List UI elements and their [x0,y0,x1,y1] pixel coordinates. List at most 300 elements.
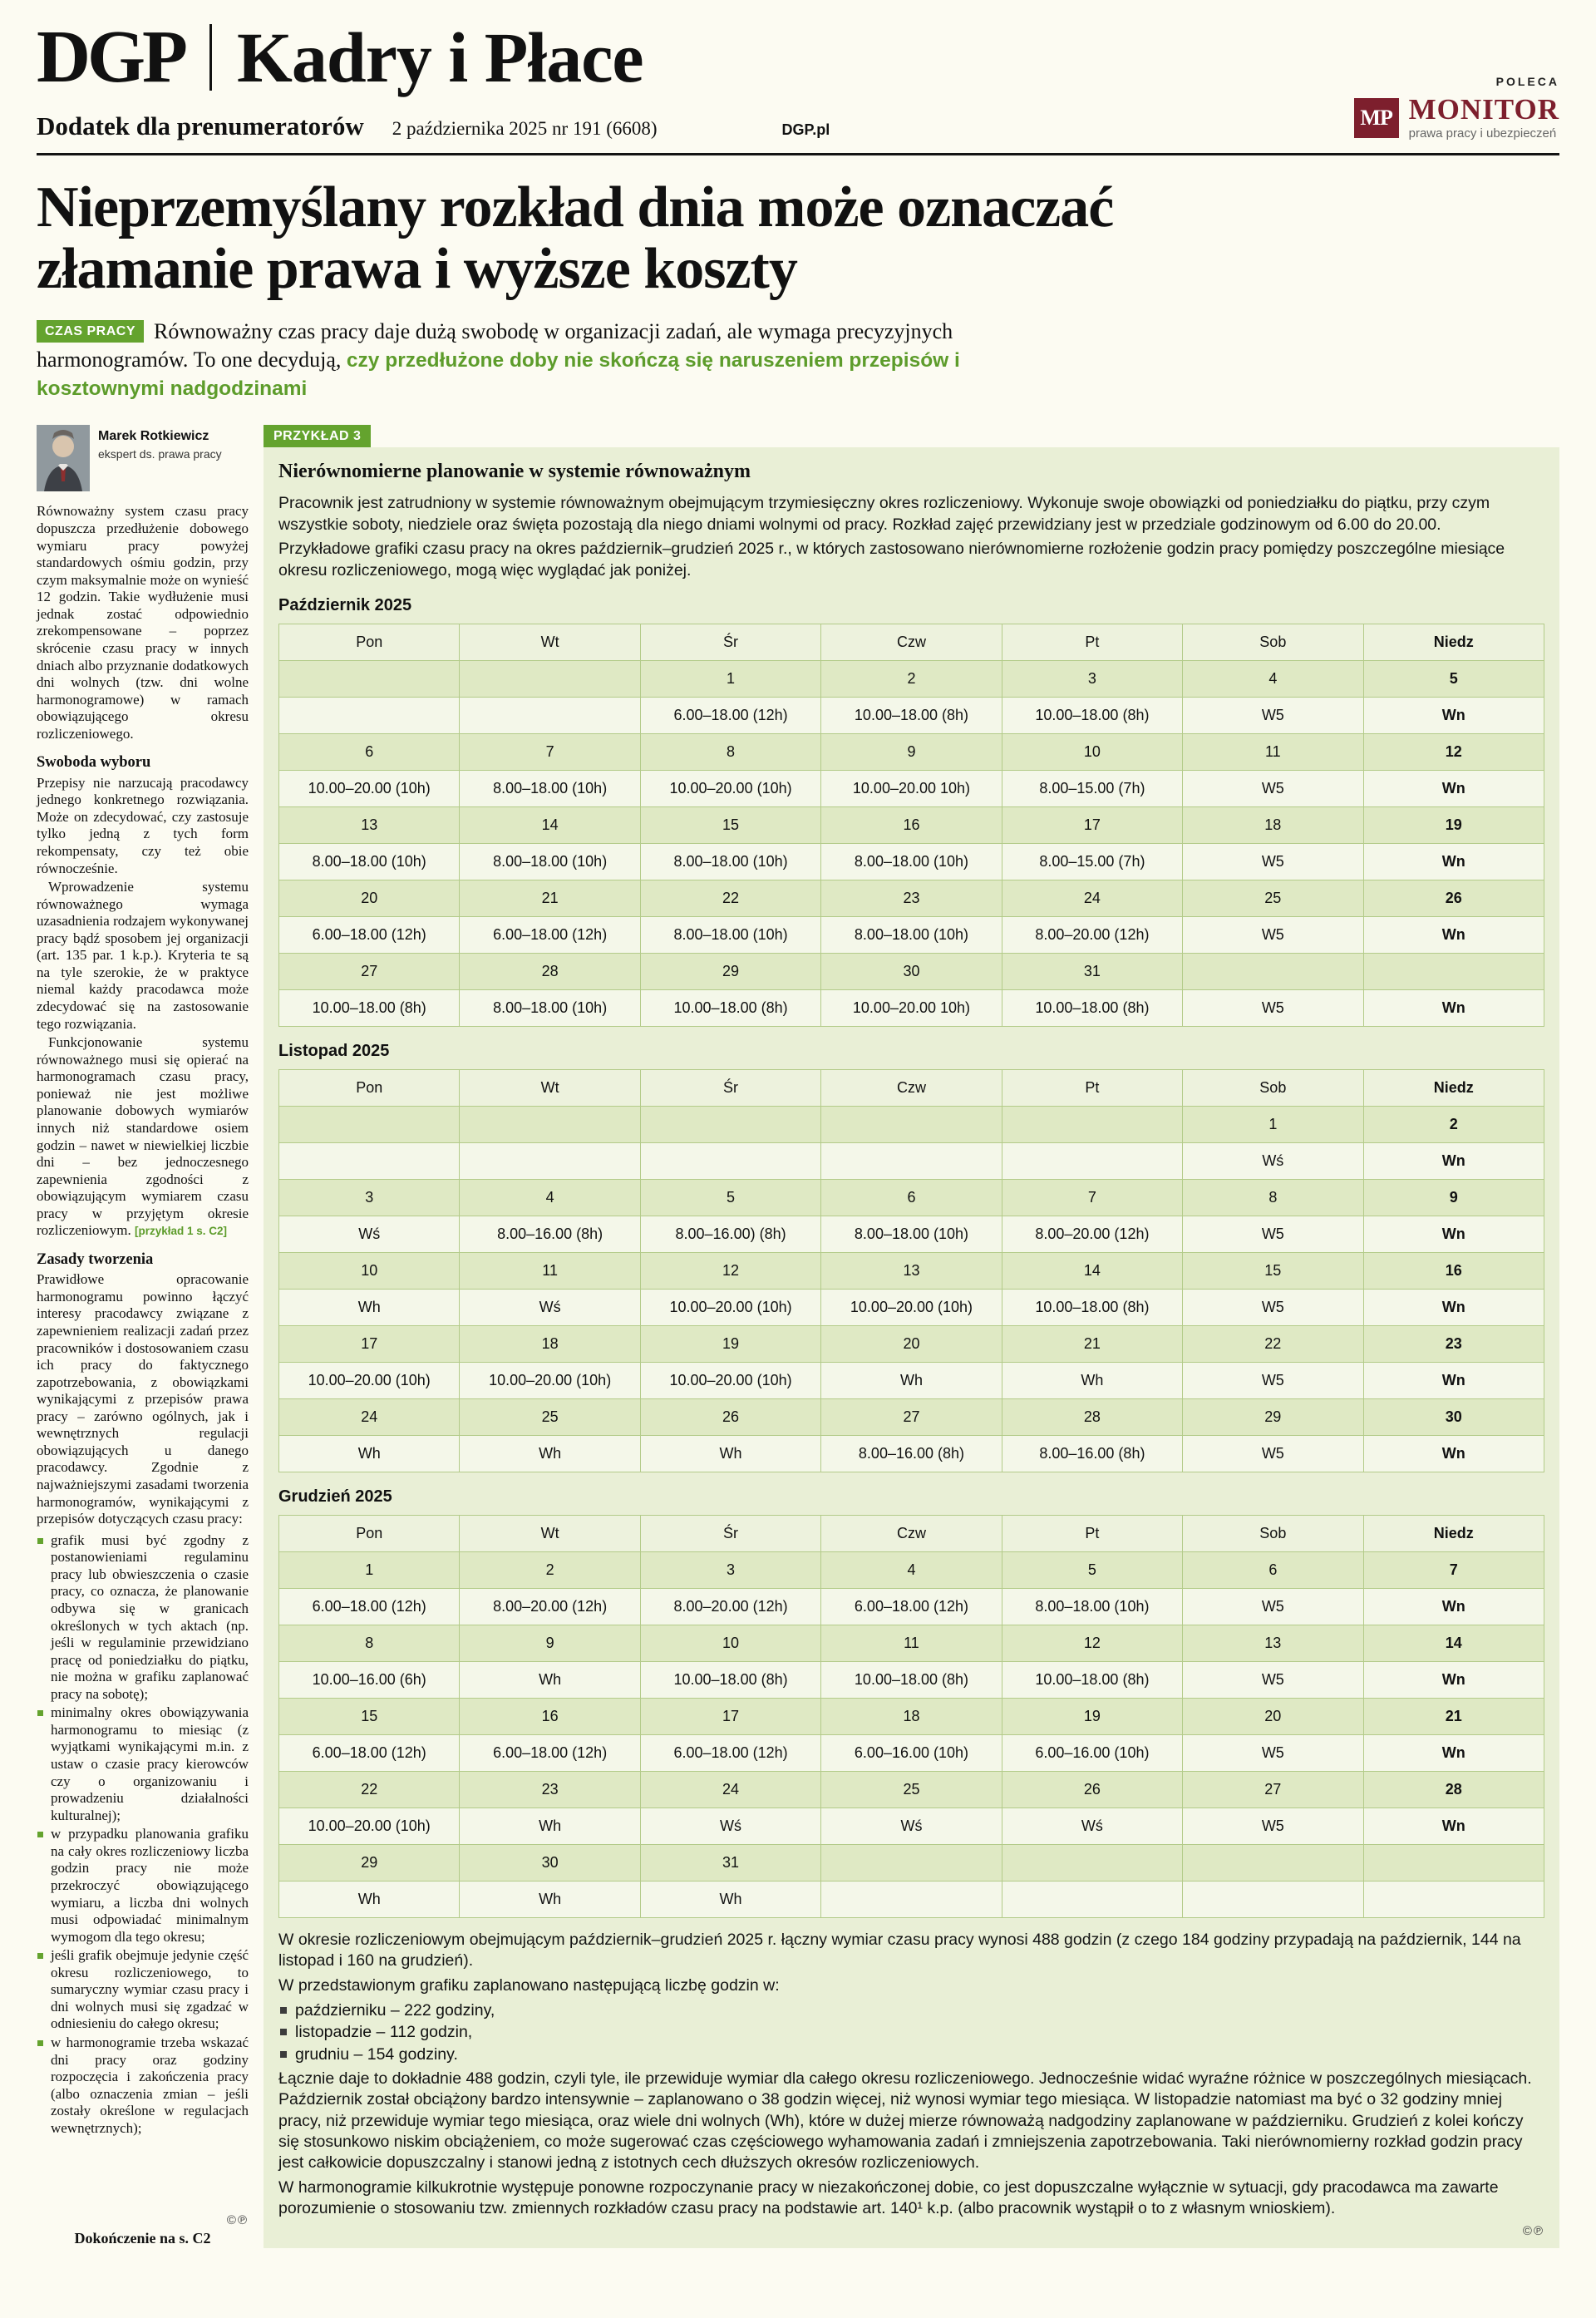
hours-cell: Wn [1363,1808,1544,1844]
hours-row [279,1142,1544,1179]
date-cell: 3 [279,1179,460,1216]
hours-cell: W5 [1183,1808,1363,1844]
hours-cell [460,1142,640,1179]
article-column [37,425,249,2248]
date-row [279,1698,1544,1734]
weekday-header-row [279,1069,1544,1106]
monitor-brand [1354,95,1559,141]
date-cell: 2 [821,660,1002,697]
cross-reference-tag: [przykład 1 s. C2] [135,1225,228,1238]
hours-cell: Wn [1363,1734,1544,1771]
hours-cell: 8.00–20.00 (12h) [1002,1216,1182,1252]
example-intro: Pracownik jest zatrudniony w systemie równoważnym obejmującym trzymiesięczny okres rozliczeniowy. Wykonuje swoje obowiązki od poniedziałku do piątku, przy czym wszystkie soboty, niedziele oraz święta pozostają dla niego dniami wolnymi od pracy. Rozkład zajęć przewidziany jest w przedziale godzinowym od 6.00 do 20.00. [278,494,1490,534]
hours-cell: 8.00–15.00 (7h) [1002,770,1182,806]
weekday-header-cell: Wt [460,1515,640,1551]
date-cell: 8 [279,1625,460,1661]
issue-date: 2 października 2025 nr 191 (6608) [392,118,658,139]
date-cell: 27 [1183,1771,1363,1808]
list-item: jeśli grafik obejmuje jedynie część okresu rozliczeniowego, to sumaryczny wymiar czasu pracy i dni wolnych musi się zgadzać w odniesieniu do całego okresu; [37,1947,249,2033]
weekday-header-row [279,624,1544,660]
hours-cell: 10.00–20.00 (10h) [279,1808,460,1844]
example-outro: W okresie rozliczeniowym obejmującym październik–grudzień 2025 r. łączny wymiar czasu pracy wynosi 488 godzin (z czego 184 godziny przypadają na październik, 144 na listopad i 160 na grudzień). [278,1930,1521,1970]
page-headline [37,177,1559,299]
date-cell: 7 [1363,1551,1544,1588]
hours-cell: Wn [1363,843,1544,880]
weekday-header-cell: Wt [460,1069,640,1106]
hours-cell: Wh [640,1435,820,1472]
date-cell: 20 [1183,1698,1363,1734]
date-cell: 31 [1002,953,1182,989]
hours-cell: 6.00–16.00 (10h) [821,1734,1002,1771]
kicker-badge: CZAS PRACY [37,320,144,343]
hours-cell: 10.00–20.00 (10h) [279,770,460,806]
hours-cell: Wn [1363,1362,1544,1398]
date-cell: 20 [821,1325,1002,1362]
date-row [279,953,1544,989]
hours-cell: 8.00–20.00 (12h) [460,1588,640,1625]
hours-row [279,1661,1544,1698]
headline-line2: złamanie prawa i wyższe koszty [37,236,797,301]
weekday-header-cell: Śr [640,624,820,660]
hours-row [279,1588,1544,1625]
list-item: w harmonogramie trzeba wskazać dni pracy oraz godziny rozpoczęcia i zakończenia pracy (albo oznaczenia zmian – jeśli zostały określone w regulacjach wewnętrznych); [37,2034,249,2137]
article-paragraph-text: Funkcjonowanie systemu równoważnego musi się opierać na harmonogramach czasu pracy, ponieważ nie jest możliwe planowanie dobowych wymiarów innych niż standardowe osiem godzin – nawet w niewielkiej liczbie dni – bez jednoczesnego zapewnienia zgodności z obowiązującym wymiarem czasu pracy w przyjętym okresie rozliczeniowym. [37,1034,249,1239]
article-subheading: Zasady tworzenia [37,1250,154,1268]
date-cell [821,1106,1002,1142]
article-bullet-list [37,1532,249,2139]
hours-cell: W5 [1183,1588,1363,1625]
hours-cell: Wh [460,1435,640,1472]
month-title: Listopad 2025 [278,1041,390,1060]
hours-cell: 8.00–16.00 (8h) [821,1435,1002,1472]
hours-cell: 6.00–18.00 (12h) [460,916,640,953]
month-title: Grudzień 2025 [278,1487,392,1506]
author-portrait-image [37,425,90,491]
hours-cell: Wn [1363,1216,1544,1252]
date-row [279,806,1544,843]
hours-cell: 10.00–20.00 (10h) [279,1362,460,1398]
date-cell [821,1844,1002,1881]
date-cell: 9 [460,1625,640,1661]
hours-cell: W5 [1183,697,1363,733]
hours-cell: Wn [1363,916,1544,953]
hours-cell: 6.00–18.00 (12h) [279,1588,460,1625]
masthead-right [1354,17,1559,141]
date-cell: 14 [460,806,640,843]
date-cell: 11 [821,1625,1002,1661]
hours-cell [460,697,640,733]
hours-cell: 10.00–20.00 (10h) [640,1362,820,1398]
date-cell: 22 [640,880,820,916]
schedule-table-body [279,1551,1544,1917]
date-cell: 15 [640,806,820,843]
hours-cell: Wn [1363,1661,1544,1698]
brand-row [37,17,830,98]
hours-cell: 8.00–18.00 (10h) [460,989,640,1026]
list-item: grudniu – 154 godziny. [278,2044,1544,2065]
hours-cell: Wn [1363,1142,1544,1179]
hours-cell [1002,1881,1182,1917]
hours-row [279,989,1544,1026]
author-name: Marek Rotkiewicz [98,429,209,444]
date-cell [640,1106,820,1142]
copyright-marks: ©℗ [1522,2224,1544,2239]
date-cell: 24 [1002,880,1182,916]
hours-cell: 8.00–18.00 (10h) [1002,1588,1182,1625]
date-cell: 29 [1183,1398,1363,1435]
hours-cell: 10.00–18.00 (8h) [821,697,1002,733]
date-cell: 10 [1002,733,1182,770]
month-schedule-block [278,1042,1544,1472]
hours-cell: 6.00–18.00 (12h) [279,916,460,953]
date-cell: 16 [821,806,1002,843]
article-paragraph [37,1034,249,1240]
date-cell: 8 [640,733,820,770]
weekday-header-cell: Pt [1002,1069,1182,1106]
date-row [279,1844,1544,1881]
schedule-table-head [279,1069,1544,1106]
mp-logo-icon: MP [1354,98,1399,138]
hours-cell: Wś [279,1216,460,1252]
date-row [279,1551,1544,1588]
hours-cell: 10.00–20.00 10h) [821,989,1002,1026]
hours-cell: W5 [1183,843,1363,880]
date-cell: 9 [821,733,1002,770]
section-title: Kadry i Płace [236,17,643,97]
hours-cell: 10.00–20.00 (10h) [640,1289,820,1325]
date-cell: 30 [821,953,1002,989]
hours-cell: 8.00–18.00 (10h) [460,843,640,880]
hours-cell: Wh [640,1881,820,1917]
lead-paragraph [37,318,1051,402]
hours-cell: 8.00–18.00 (10h) [279,843,460,880]
hours-cell [279,697,460,733]
month-title: Październik 2025 [278,595,412,614]
article-paragraph: Równoważny system czasu pracy dopuszcza przedłużenie dobowego wymiaru pracy powyżej standardowych ośmiu godzin, przy czym maksymalnie może on wynieść 12 godzin. Takie wydłużenie musi jednak zostać odpowiednio zrekompensowane – poprzez skrócenie czasu pracy w innych dniach albo przyznanie dodatkowych dni wolnych (tzw. dni wolne harmonogramowe) w ramach obowiązującego okresu rozliczeniowego. [37,503,249,742]
hours-cell: W5 [1183,989,1363,1026]
date-cell [1363,953,1544,989]
date-cell: 11 [1183,733,1363,770]
list-item: listopadzie – 112 godzin, [278,2021,1544,2043]
hours-cell [279,1142,460,1179]
hours-cell: Wn [1363,1588,1544,1625]
hours-cell: 8.00–18.00 (10h) [821,1216,1002,1252]
hours-row [279,1734,1544,1771]
column-footer [37,2207,249,2248]
article-paragraph: Wprowadzenie systemu równoważnego wymaga uzasadnienia rodzajem wykonywanej pracy bądź sposobem jej organizacji (art. 135 par. 1 k.p.). Kryteria te są na tyle szerokie, że w praktyce niemal każdy pracodawca może zdecydować się na zastosowanie tego rozwiązania. [37,879,249,1032]
date-cell: 4 [1183,660,1363,697]
hours-cell: 8.00–18.00 (10h) [640,843,820,880]
masthead-left [37,17,830,141]
hours-cell: 10.00–18.00 (8h) [1002,697,1182,733]
hours-cell: Wś [1183,1142,1363,1179]
date-cell: 2 [460,1551,640,1588]
hours-cell: Wn [1363,697,1544,733]
date-row [279,660,1544,697]
hours-row [279,916,1544,953]
weekday-header-cell: Pt [1002,624,1182,660]
copyright-marks: ©℗ [226,2213,249,2228]
hours-cell: Wś [821,1808,1002,1844]
date-cell: 5 [1363,660,1544,697]
hours-cell: 10.00–18.00 (8h) [279,989,460,1026]
date-cell: 27 [821,1398,1002,1435]
hours-cell [640,1142,820,1179]
example-box [264,447,1559,2248]
hours-cell: 6.00–16.00 (10h) [1002,1734,1182,1771]
hours-cell: 10.00–20.00 10h) [821,770,1002,806]
example-outro: W przedstawionym grafiku zaplanowano następującą liczbę godzin w: [278,1975,780,1995]
hours-row [279,843,1544,880]
date-cell: 27 [279,953,460,989]
hours-cell: 10.00–16.00 (6h) [279,1661,460,1698]
date-cell: 18 [460,1325,640,1362]
hours-cell: 6.00–18.00 (12h) [821,1588,1002,1625]
date-cell: 30 [460,1844,640,1881]
month-schedule-block [278,596,1544,1027]
date-cell: 14 [1002,1252,1182,1289]
date-cell: 3 [640,1551,820,1588]
date-row [279,1398,1544,1435]
date-cell [1002,1844,1182,1881]
date-cell: 3 [1002,660,1182,697]
date-cell: 18 [1183,806,1363,843]
hours-cell: W5 [1183,1734,1363,1771]
hours-cell: 10.00–18.00 (8h) [1002,1289,1182,1325]
author-photo [37,425,90,491]
hours-cell: Wh [1002,1362,1182,1398]
hours-cell: 8.00–18.00 (10h) [821,916,1002,953]
hours-cell: Wh [821,1362,1002,1398]
schedule-table-head [279,1515,1544,1551]
date-cell: 4 [821,1551,1002,1588]
hours-cell: 8.00–18.00 (10h) [460,770,640,806]
author-role: ekspert ds. prawa pracy [98,446,222,461]
hours-cell: Wh [460,1661,640,1698]
hours-cell [1363,1881,1544,1917]
hours-cell: 10.00–18.00 (8h) [1002,989,1182,1026]
example-outro: Łącznie daje to dokładnie 488 godzin, czyli tyle, ile przewiduje wymiar dla całego okresu rozliczeniowego. Jednocześnie widać wyraźne różnice w poszczególnych miesiącach. Październik został obciążony bardzo intensywnie – zaplanowano o 38 godzin więcej, niż wynosi wymiar tego miesiąca. W listopadzie natomiast ma być o 32 godziny mniej pracy, niż przewiduje wymiar tego miesiąca, oraz wiele dni wolnych (Wh), które w dużej mierze równoważą nadgodziny zaplanowane w październiku. Grudzień z kolei kończy się stosunkowo niskim obciążeniem, co może sugerować czas częściowego wyhamowania zadań i zmniejszenia zapotrzebowania. Taki nierównomierny rozkład godzin pracy jest całkowicie dopuszczalny i stanowi jedną z istotnych cech dłuższych okresów rozliczeniowych. [278,2069,1532,2173]
weekday-header-cell: Niedz [1363,1069,1544,1106]
weekday-header-cell: Czw [821,624,1002,660]
date-cell: 30 [1363,1398,1544,1435]
masthead [37,17,1559,141]
hours-cell: Wn [1363,770,1544,806]
date-cell: 20 [279,880,460,916]
list-item: w przypadku planowania grafiku na cały okres rozliczeniowy liczba godzin pracy nie może przekroczyć obowiązującego wymiaru, a liczba dni wolnych musi odpowiadać minimalnym wymogom dla tego okresu; [37,1826,249,1946]
date-cell: 23 [821,880,1002,916]
weekday-header-cell: Pon [279,1515,460,1551]
weekday-header-cell: Czw [821,1069,1002,1106]
brand-divider [209,24,212,91]
schedule-table [278,1069,1544,1472]
weekday-header-cell: Śr [640,1069,820,1106]
hours-cell: W5 [1183,1661,1363,1698]
continuation-note: Dokończenie na s. C2 [74,2230,211,2247]
date-cell [279,1106,460,1142]
date-cell [279,660,460,697]
hours-cell: Wś [460,1289,640,1325]
hours-cell: 8.00–16.00 (8h) [460,1216,640,1252]
date-row [279,733,1544,770]
hours-cell: 6.00–18.00 (12h) [640,697,820,733]
date-cell [1183,1844,1363,1881]
date-cell [1002,1106,1182,1142]
date-cell: 6 [821,1179,1002,1216]
hours-cell: 10.00–20.00 (10h) [821,1289,1002,1325]
date-cell: 7 [460,733,640,770]
date-cell: 17 [279,1325,460,1362]
date-cell: 1 [640,660,820,697]
date-cell: 16 [1363,1252,1544,1289]
hours-cell: 10.00–20.00 (10h) [460,1362,640,1398]
schedule-table-body [279,660,1544,1026]
hours-cell: 8.00–18.00 (10h) [640,916,820,953]
date-cell: 29 [279,1844,460,1881]
date-cell: 26 [640,1398,820,1435]
hours-cell: 6.00–18.00 (12h) [460,1734,640,1771]
date-cell: 24 [640,1771,820,1808]
hours-row [279,1289,1544,1325]
date-cell: 6 [279,733,460,770]
weekday-header-cell: Niedz [1363,624,1544,660]
list-item: październiku – 222 godziny, [278,2000,1544,2021]
date-cell: 16 [460,1698,640,1734]
hours-cell [821,1142,1002,1179]
date-cell: 28 [1363,1771,1544,1808]
hours-cell: 8.00–18.00 (10h) [821,843,1002,880]
date-cell: 23 [460,1771,640,1808]
monitor-tagline: prawa pracy i ubezpieczeń [1408,126,1557,141]
hours-cell: Wn [1363,1289,1544,1325]
hours-summary-list [278,2000,1544,2065]
hours-row [279,1808,1544,1844]
date-cell: 21 [460,880,640,916]
example-outro: W harmonogramie kilkukrotnie występuje ponowne rozpoczynanie pracy w niezakończonej dobie, co jest dopuszczalne wyłącznie w sytuacji, gdy pracodawca ma zawarte porozumienie o stosowaniu tzw. zmiennych rozkładów czasu pracy na podstawie art. 140¹ k.p. (albo pracownik wystąpił o to z własnym wnioskiem). [278,2177,1499,2217]
masthead-subrow [37,111,830,141]
hours-cell: 10.00–18.00 (8h) [640,1661,820,1698]
date-cell: 17 [640,1698,820,1734]
date-cell: 21 [1002,1325,1182,1362]
weekday-header-cell: Czw [821,1515,1002,1551]
hours-row [279,1362,1544,1398]
date-cell [1183,953,1363,989]
example-badge: PRZYKŁAD 3 [264,425,371,447]
hours-cell: W5 [1183,1289,1363,1325]
date-cell: 25 [1183,880,1363,916]
article-subheading: Swoboda wyboru [37,754,151,772]
date-cell: 6 [1183,1551,1363,1588]
schedule-table [278,1515,1544,1918]
date-cell: 28 [1002,1398,1182,1435]
date-cell: 2 [1363,1106,1544,1142]
hours-cell: 6.00–18.00 (12h) [640,1734,820,1771]
example-title: Nierównomierne planowanie w systemie równoważnym [278,461,751,483]
date-cell: 1 [1183,1106,1363,1142]
date-cell: 15 [279,1698,460,1734]
date-cell: 23 [1363,1325,1544,1362]
date-cell: 8 [1183,1179,1363,1216]
hours-cell: W5 [1183,1216,1363,1252]
date-row [279,1625,1544,1661]
weekday-header-cell: Niedz [1363,1515,1544,1551]
hours-cell: 8.00–20.00 (12h) [1002,916,1182,953]
date-row [279,1179,1544,1216]
date-cell: 29 [640,953,820,989]
date-cell: 21 [1363,1698,1544,1734]
date-cell [460,1106,640,1142]
supplement-title: Dodatek dla prenumeratorów [37,111,364,141]
date-cell: 22 [279,1771,460,1808]
date-cell: 7 [1002,1179,1182,1216]
hours-cell [1002,1142,1182,1179]
hours-cell: 10.00–20.00 (10h) [640,770,820,806]
date-cell: 12 [1363,733,1544,770]
hours-cell: 8.00–16.00 (8h) [1002,1435,1182,1472]
list-item: grafik musi być zgodny z postanowieniami regulaminu pracy lub obwieszczenia o czasie pracy, co oznacza, że planowanie odbywa się w granicach określonych w tych aktach (np. jeśli w regulaminie przewidziano pracę od poniedziałku do piątku, nie można w grafiku zaplanować pracy na sobotę); [37,1532,249,1704]
weekday-header-cell: Sob [1183,1515,1363,1551]
hours-cell: Wś [1002,1808,1182,1844]
hours-cell: Wn [1363,1435,1544,1472]
hours-cell: W5 [1183,916,1363,953]
hours-cell: W5 [1183,1362,1363,1398]
hours-cell: Wh [460,1808,640,1844]
headline-line1: Nieprzemyślany rozkład dnia może oznaczać [37,175,1114,239]
hours-cell: 8.00–15.00 (7h) [1002,843,1182,880]
date-cell: 25 [821,1771,1002,1808]
date-cell: 13 [1183,1625,1363,1661]
date-cell [460,660,640,697]
article-paragraph: Prawidłowe opracowanie harmonogramu powinno łączyć interesy pracodawcy związane z zapewnieniem realizacji zadań przez pracowników i dostosowaniem czasu ich pracy do faktycznego zapotrzebowania, z obowiązkami wynikającymi z przepisów prawa pracy – zarówno ogólnych, jak i wewnętrznych regulacji obowiązujących u danego pracodawcy. Zgodnie z najważniejszymi zasadami tworzenia harmonogramów, wynikającymi z przepisów dotyczących czasu pracy: [37,1271,249,1527]
hours-cell: W5 [1183,1435,1363,1472]
schedule-table [278,624,1544,1027]
date-cell [1363,1844,1544,1881]
date-row [279,880,1544,916]
date-cell: 5 [640,1179,820,1216]
date-cell: 19 [1363,806,1544,843]
weekday-header-row [279,1515,1544,1551]
list-item: minimalny okres obowiązywania harmonogramu to miesiąc (z wyjątkami wynikającymi m.in. z ustaw o czasie pracy kierowców czy o organizowaniu i prowadzeniu działalności kulturalnej); [37,1704,249,1824]
weekday-header-cell: Pon [279,1069,460,1106]
site-label: DGP.pl [781,121,830,138]
date-cell: 12 [1002,1625,1182,1661]
hours-cell: Wh [279,1435,460,1472]
date-cell: 28 [460,953,640,989]
hours-row [279,697,1544,733]
date-cell: 4 [460,1179,640,1216]
article-paragraph: Przepisy nie narzucają pracodawcy jednego konkretnego rozwiązania. Może on zdecydować, czy zastosuje tylko jedną z tych form rekompensaty, czy też obie równocześnie. [37,774,249,876]
date-cell: 17 [1002,806,1182,843]
author-meta [98,425,222,491]
example-intro: Przykładowe grafiki czasu pracy na okres październik–grudzień 2025 r., w których zastosowano nierównomierne rozłożenie godzin pracy pomiędzy poszczególne miesiące okresu rozliczeniowego, mogą więc wyglądać jak poniżej. [278,540,1505,580]
date-cell: 14 [1363,1625,1544,1661]
hours-cell: Wś [640,1808,820,1844]
month-schedule-block [278,1487,1544,1918]
hours-cell: 6.00–18.00 (12h) [279,1734,460,1771]
hours-row [279,1881,1544,1917]
date-cell: 13 [279,806,460,843]
months-root [278,596,1544,1918]
monitor-name: MONITOR [1408,93,1559,126]
masthead-rule [37,153,1559,155]
hours-cell: 10.00–18.00 (8h) [640,989,820,1026]
date-cell: 25 [460,1398,640,1435]
hours-cell: 8.00–20.00 (12h) [640,1588,820,1625]
weekday-header-cell: Sob [1183,1069,1363,1106]
hours-cell: Wn [1363,989,1544,1026]
hours-cell: Wh [460,1881,640,1917]
date-cell: 22 [1183,1325,1363,1362]
